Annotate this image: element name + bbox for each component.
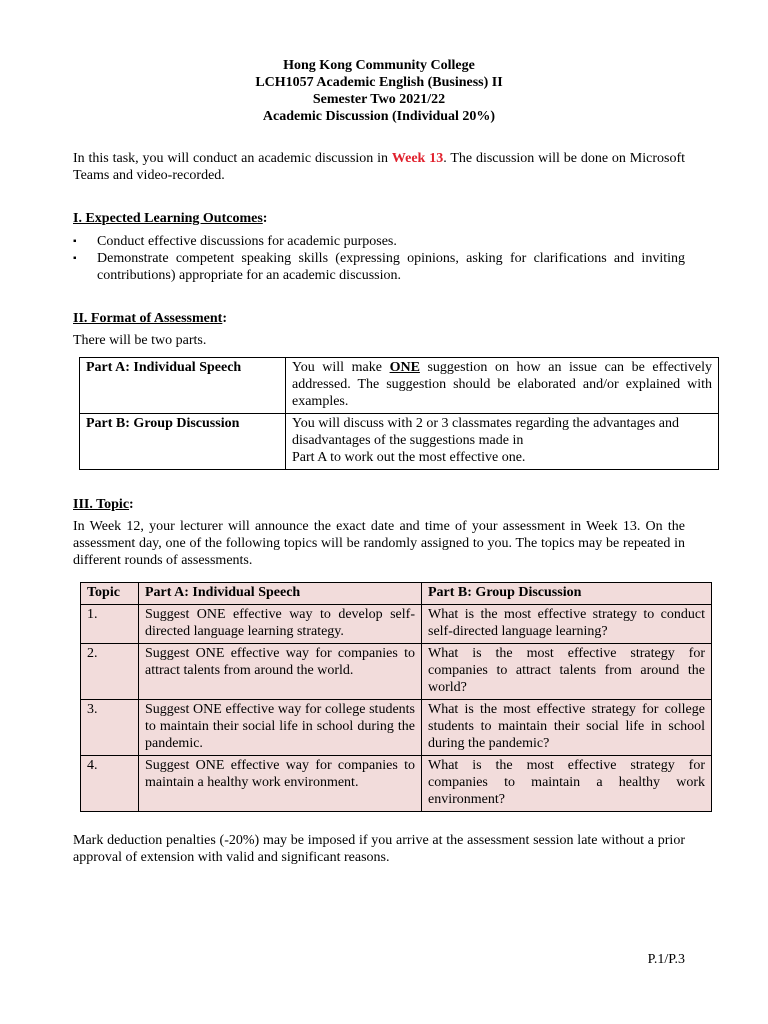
intro-paragraph [73,150,685,184]
topic-part-b: What is the most effective strategy for college students to maintain their social life in school during the pandemic? [422,700,712,756]
col-header-part-a: Part A: Individual Speech [139,583,422,605]
topic-part-a: Suggest ONE effective way for companies to attract talents from around the world. [139,644,422,700]
format-intro: There will be two parts. [73,333,207,348]
document-header [73,57,685,125]
topic-paragraph: In Week 12, your lecturer will announce the exact date and time of your assessment in Week 13. On the assessment day, one of the following topics will be randomly assigned to you. The topics may be repeated in different rounds of assessments. [73,519,685,568]
col-header-part-b: Part B: Group Discussion [422,583,712,605]
topic-number: 3. [81,700,139,756]
topic-part-b: What is the most effective strategy for companies to attract talents from around the world? [422,644,712,700]
document-page [73,57,713,866]
format-title: II. Format of Assessment [73,311,223,326]
course-title: LCH1057 Academic English (Business) II [255,75,503,90]
table-row [81,700,712,756]
topic-part-a: Suggest ONE effective way to develop self-directed language learning strategy. [139,605,422,644]
topic-number: 4. [81,756,139,812]
page-number: P.1/P.3 [647,952,685,967]
outcome-text: Demonstrate competent speaking skills (expressing opinions, asking for clarifications and inviting contributions) appropriate for an academic discussion. [97,251,685,283]
topic-title: III. Topic [73,497,130,512]
part-a-description [286,358,719,414]
topic-heading: III. Topic: [73,497,134,512]
intro-before: In this task, you will conduct an academic discussion in [73,151,392,166]
college-name: Hong Kong Community College [283,58,475,73]
penalty-note: Mark deduction penalties (-20%) may be imposed if you arrive at the assessment session late without a prior approval of extension with valid and significant reasons. [73,833,685,865]
topic-part-b: What is the most effective strategy to conduct self-directed language learning? [422,605,712,644]
format-heading: II. Format of Assessment: [73,311,227,326]
topics-table [80,582,712,812]
part-a-pre: You will make [292,360,390,375]
topic-part-a: Suggest ONE effective way for college students to maintain their social life in school during the pandemic. [139,700,422,756]
topic-number: 2. [81,644,139,700]
table-row [81,605,712,644]
outcomes-heading: I. Expected Learning Outcomes: [73,211,268,226]
part-a-emphasis: ONE [389,360,420,375]
semester: Semester Two 2021/22 [312,92,446,107]
list-item [73,250,685,284]
table-row [80,358,719,414]
list-item [73,233,685,250]
table-row [81,644,712,700]
part-b-pre: You will discuss with 2 or 3 classmates regarding the advantages and disadvantages of the suggestions made in [292,416,680,448]
table-row [81,756,712,812]
part-a-post: suggestion on how an issue can be effectively addressed. The suggestion should be elaborated and/or explained with examples. [292,360,713,409]
part-a-label: Part A: Individual Speech [80,358,286,414]
topic-number: 1. [81,605,139,644]
intro-week-highlight: Week 13 [391,151,444,166]
table-header-row [81,583,712,605]
part-b-description [286,414,719,470]
assessment-title: Academic Discussion (Individual 20%) [262,109,496,124]
format-table [79,357,719,470]
topic-part-b: What is the most effective strategy for companies to maintain a healthy work environment? [422,756,712,812]
col-header-topic: Topic [81,583,139,605]
part-b-label: Part B: Group Discussion [80,414,286,470]
bullet-icon: ▪ [73,236,77,247]
topic-part-a: Suggest ONE effective way for companies to maintain a healthy work environment. [139,756,422,812]
intro-after: . The discussion will be done on Microsoft Teams and video-recorded. [73,151,685,183]
outcomes-title: I. Expected Learning Outcomes [73,211,263,226]
part-b-post: Part A to work out the most effective one. [292,450,526,465]
bullet-icon: ▪ [73,253,77,264]
outcomes-list [73,233,685,284]
table-row [80,414,719,470]
outcome-text: Conduct effective discussions for academic purposes. [97,234,397,249]
